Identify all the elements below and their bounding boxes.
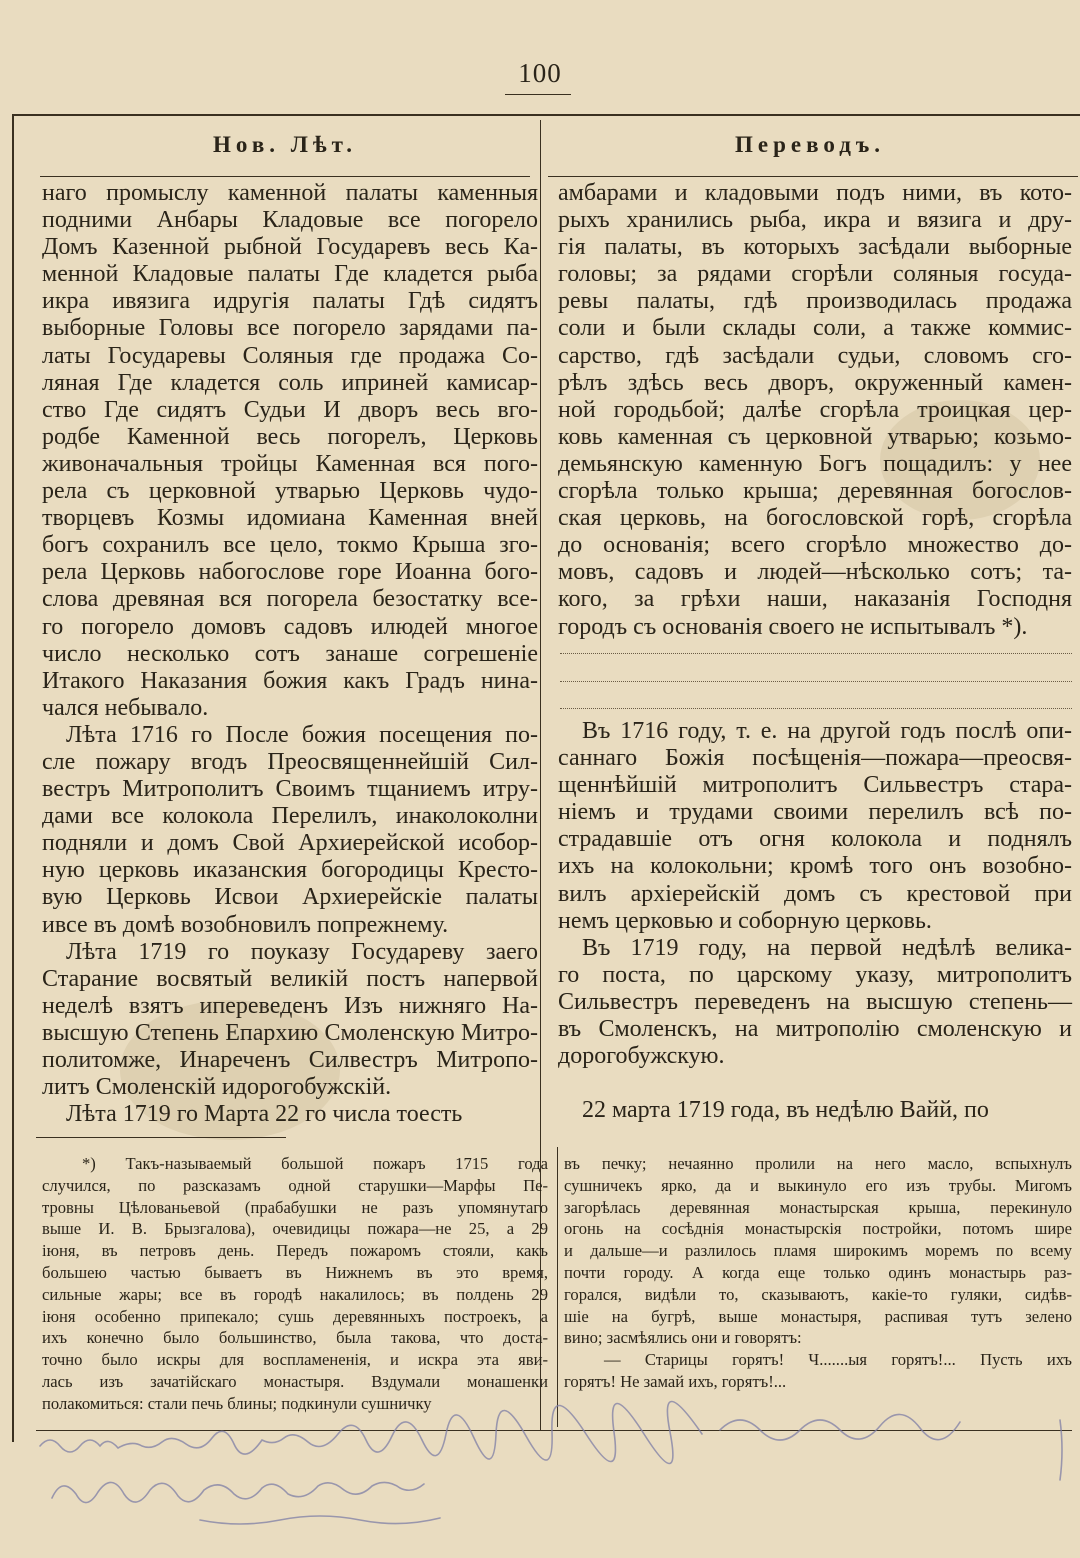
text-line: чался небывало.	[42, 694, 209, 721]
text-line: лась изъ зачатійскаго монастыря. Вздумали монашенки	[42, 1371, 548, 1391]
text-line: выше И. В. Брызгалова), очевидицы пожара—не 25, а 29	[42, 1219, 548, 1239]
text-line: почти городу. А когда еще только одинъ монастырь раз-	[564, 1262, 1072, 1282]
text-line: ніемъ и трудами своими перелилъ всѣ по-	[558, 799, 1072, 826]
page-number: 100	[518, 58, 562, 88]
translation-column-part2	[558, 718, 1072, 1124]
footnote-divider	[557, 1147, 558, 1427]
text-line: мовъ, садовъ и людей—нѣсколько сотъ; та-	[558, 559, 1072, 586]
text-line: политомже, Инареченъ Силвестръ Митропо-	[42, 1047, 538, 1073]
text-line: ихъ конечно было большинство, была такова, что доста-	[42, 1328, 548, 1348]
text-line: рѣлъ здѣсь весь дворъ, окруженный камен-	[558, 369, 1072, 396]
footnote-right-column	[564, 1153, 1072, 1393]
text-line	[558, 1070, 1072, 1097]
text-line: го погорело домовъ садовъ илюдей многое	[42, 613, 538, 640]
dotted-separator	[560, 653, 1072, 654]
text-line: выборные Головы все погорело зарядами па-	[42, 315, 538, 342]
text-line: вино; засмѣялись они и говорятъ:	[564, 1328, 802, 1348]
text-line: Въ 1719 году, на первой недѣлѣ велика-	[582, 934, 1072, 961]
text-line: ревы палаты, гдѣ производилась продажа	[558, 288, 1072, 315]
text-line: литъ Смоленскій идорогобужскій.	[42, 1074, 392, 1101]
text-line: до основанія; всего сгорѣло множество до-	[558, 532, 1072, 559]
text-line: полакомиться: стали печь блины; подкинули сушничку	[42, 1393, 432, 1413]
text-line: го поста, по царскому указу, митрополитъ	[558, 961, 1072, 988]
text-line: сле пожару вгодъ Преосвященнейшій Сил-	[42, 748, 538, 775]
text-line: ство Где сидятъ Судьи И дворъ весь вго-	[42, 396, 538, 423]
text-line: 22 марта 1719 года, въ недѣлю Вайй, по	[582, 1097, 989, 1124]
text-line: подняли и домъ Свой Архиерейской исобор-	[42, 830, 538, 857]
text-line: ной городьбой; далѣе сгорѣла троицкая цер-	[558, 396, 1072, 423]
text-line: демьянскую каменную Богъ пощадилъ: у нее	[558, 450, 1072, 477]
text-line: высшую Степень Епархию Смоленскую Митро-	[42, 1019, 538, 1046]
text-line: сарство, гдѣ засѣдали судьи, словомъ сго-	[558, 342, 1072, 369]
text-line: загорѣлась деревянная монастырская крыша, перекинуло	[564, 1197, 1072, 1217]
translation-column-part1	[558, 180, 1072, 641]
text-line: латы Государевы Соляныя где продажа Со-	[42, 342, 538, 369]
text-line: наго промыслу каменной палаты каменныя	[42, 180, 538, 206]
text-line: богъ сохранилъ все цело, токмо Крыша зго-	[42, 532, 538, 559]
text-line: ковь каменная съ церковной утварью; козьмо-	[558, 423, 1072, 450]
text-line: дорогобужскую.	[558, 1043, 725, 1070]
text-line: *) Такъ-называемый большой пожаръ 1715 года	[82, 1154, 548, 1173]
text-line: большею частью бываетъ въ Нижнемъ въ это время,	[42, 1262, 548, 1282]
text-line: горался, видѣли то, сказываютъ, какіе-то гуляки, сидѣв-	[564, 1284, 1072, 1304]
text-line: Итакого Наказания божия какъ Градъ нина-	[42, 667, 538, 694]
text-line: точно было искры для воспламененія, и искра эта яви-	[42, 1350, 548, 1370]
text-line: рыхъ хранились рыба, икра и вязига и дру-	[558, 207, 1072, 234]
text-line: соли и были склады соли, а также коммис-	[558, 315, 1072, 342]
text-line: гія палаты, въ которыхъ засѣдали выборные	[558, 234, 1072, 261]
header-rule	[548, 176, 1078, 177]
text-line: вилъ архіерейскій домъ съ крестовой при	[558, 880, 1072, 907]
text-line: іюня особенно припекало; сушь деревянныхъ построекъ, а	[42, 1306, 548, 1326]
handwriting-scribble	[0, 1400, 1080, 1558]
footnote-rule	[36, 1137, 286, 1138]
text-line: въ печку; нечаянно пролили на него масло, вспыхнулъ	[564, 1154, 1072, 1173]
text-line: щеннѣйшій митрополитъ Сильвестръ стара-	[558, 772, 1072, 799]
text-line: сушничекъ ярко, да и выкинуло его изъ трубы. Мигомъ	[564, 1175, 1072, 1195]
text-line: саннаго Божія посѣщенія—пожара—преосвя-	[558, 745, 1072, 772]
text-line: икра ивязига идругія палаты Гдѣ сидятъ	[42, 288, 538, 315]
text-line: ляная Где кладется соль иприней камисар-	[42, 369, 538, 396]
text-line: іюня, въ петровъ день. Передъ пожаромъ стояли, какъ	[42, 1241, 548, 1261]
left-column-header: Нов. Лѣт.	[213, 132, 357, 157]
text-line: горятъ! Не замай ихъ, горятъ!...	[564, 1371, 787, 1391]
text-line: огонь на сосѣднія монастырскія постройки, потомъ шире	[564, 1219, 1072, 1239]
footnote-left-column	[42, 1153, 548, 1415]
text-line: Домъ Казенной рыбной Государевъ весь Ка-	[42, 234, 538, 261]
text-line: ную церковь иказанския богородицы Кресто-	[42, 857, 538, 884]
text-line: вестръ Митрополитъ Своимъ тщаниемъ итру-	[42, 776, 538, 803]
text-line: вую Церковь Исвои Архиерейскіе палаты	[42, 884, 538, 911]
dotted-separator	[560, 681, 1072, 682]
text-line: Сильвестръ переведенъ на высшую степень—	[558, 988, 1072, 1015]
text-line: слова древяная вся погорела безостатку все-	[42, 586, 538, 613]
text-line: Лѣта 1719 го поуказу Государеву заего	[66, 938, 538, 965]
handwritten-pencil-note	[0, 1400, 1080, 1558]
text-line: сильные жары; все въ городѣ накалилось; въ полдень 29	[42, 1284, 548, 1304]
header-rule	[40, 176, 530, 177]
text-line: живоначальныя тройцы Каменная вся пого-	[42, 450, 538, 477]
text-line: страдавшіе отъ огня колокола и поднялъ	[558, 826, 1072, 853]
text-line: подними Анбары Кладовые все погорело	[42, 207, 538, 234]
dotted-separator	[560, 708, 1072, 709]
text-line: Старание восвятый великій постъ напервой	[42, 965, 538, 992]
text-line: немъ церковью и соборную церковь.	[558, 907, 932, 934]
page-number-rule	[505, 94, 571, 95]
text-line: сгорѣла только крыша; деревянная богослов-	[558, 478, 1072, 505]
text-line: тровны Цѣлованьевой (прабабушки не разъ упомянутаго	[42, 1197, 548, 1217]
text-line: ихъ на колокольни; кромѣ того онъ возобно-	[558, 853, 1072, 880]
right-column-header: Переводъ.	[735, 132, 885, 157]
text-line: ская церковь, на богословской горѣ, сгорѣла	[558, 505, 1072, 532]
text-line: шіе на бугрѣ, выше монастыря, распивая тутъ зелено	[564, 1306, 1072, 1326]
text-line: случился, по разсказамъ одной старушки—Марфы Пе-	[42, 1175, 548, 1195]
text-line: Въ 1716 году, т. е. на другой годъ послѣ опи-	[582, 718, 1072, 744]
text-line: неделѣ взятъ ипереведенъ Изъ нижняго На-	[42, 992, 538, 1019]
text-line: рела съ церковной утварью Церковь чудо-	[42, 478, 538, 505]
text-line: амбарами и кладовыми подъ ними, въ кото-	[558, 180, 1072, 206]
text-line: рела Церковь набогослове горе Иоанна бого-	[42, 559, 538, 586]
text-line: въ Смоленскъ, на митрополію смоленскую и	[558, 1016, 1072, 1043]
old-text-column	[42, 180, 538, 1128]
text-line: кого, за грѣхи наши, наказанія Господня	[558, 586, 1072, 613]
text-line: творцевъ Козмы идомиана Каменная вней	[42, 505, 538, 532]
text-line: родбе Каменной весь погорелъ, Церковь	[42, 423, 538, 450]
text-line: число несколько сотъ занаше согрешеніе	[42, 640, 538, 667]
text-line: менной Кладовые палаты Где кладется рыба	[42, 261, 538, 288]
text-line: — Старицы горятъ! Ч.......ыя горятъ!... Пусть ихъ	[604, 1350, 1072, 1370]
text-line: ивсе въ домѣ возобновилъ попрежнему.	[42, 911, 449, 938]
text-line: дами все колокола Перелилъ, инаколоколни	[42, 803, 538, 830]
text-line: городъ съ основанія своего не испытывалъ *).	[558, 613, 1028, 640]
text-line: Лѣта 1716 го После божия посещения по-	[66, 721, 538, 748]
text-line: и дальше—и разлилось пламя широкимъ моремъ по всему	[564, 1241, 1072, 1261]
text-line: головы; за рядами сгорѣли соляныя госуда-	[558, 261, 1072, 288]
text-line: Лѣта 1719 го Марта 22 го числа тоесть	[66, 1101, 463, 1128]
